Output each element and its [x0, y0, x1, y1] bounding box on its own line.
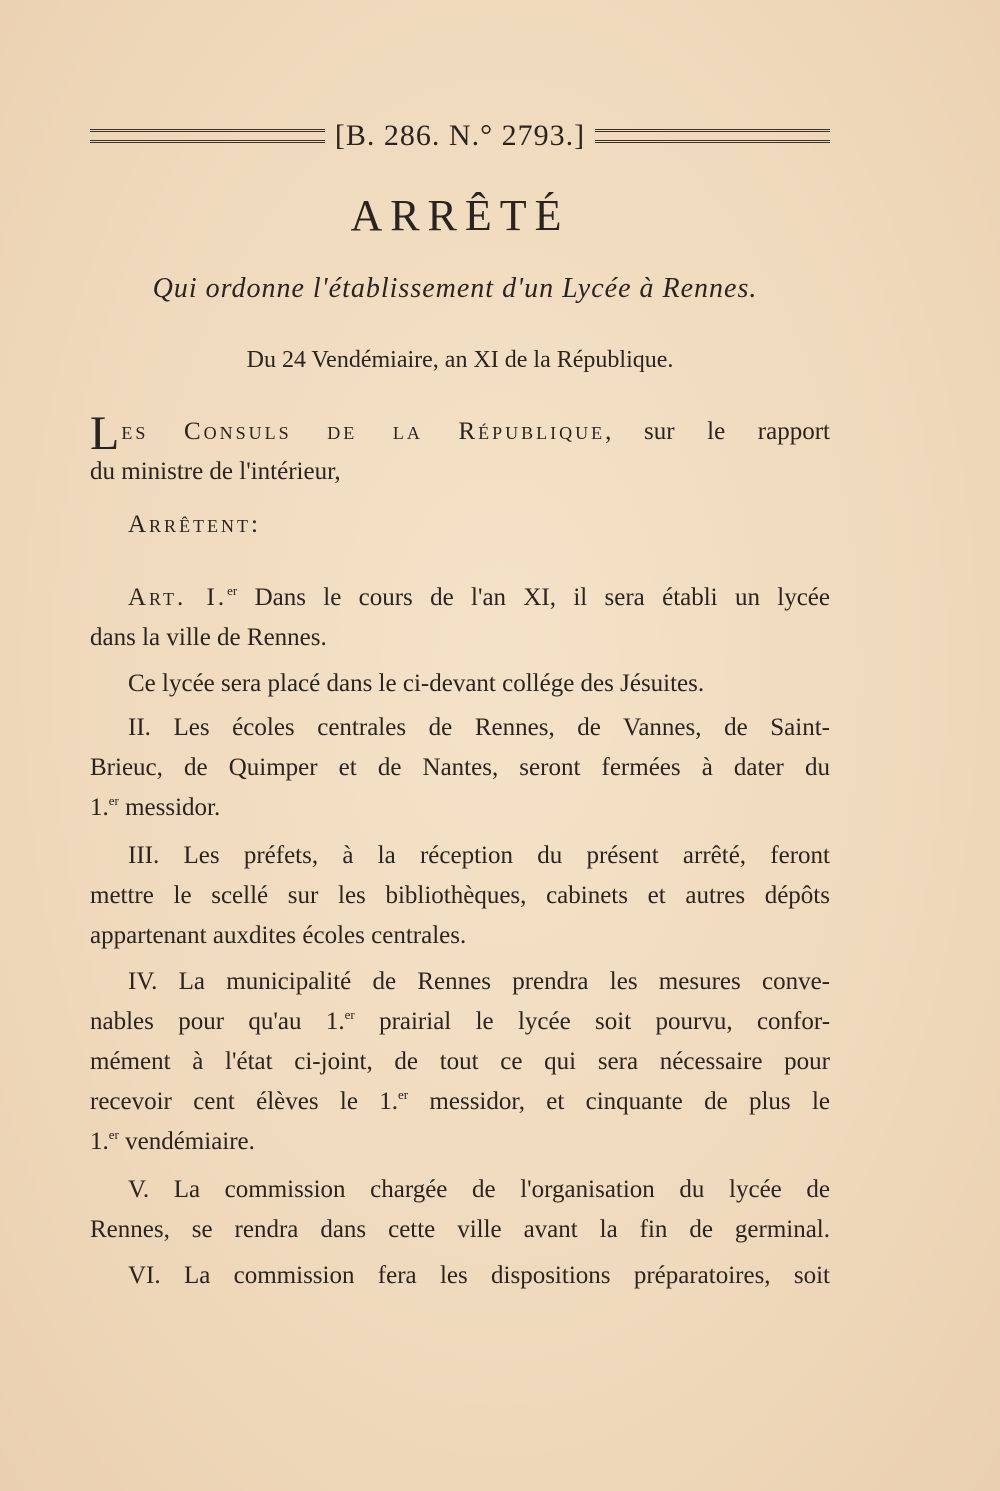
article-2 — [90, 708, 830, 828]
preamble-line1-rest: , sur le rapport — [605, 418, 830, 445]
article-4-line4 — [90, 1082, 830, 1122]
article-4-line5-a: 1. — [90, 1128, 109, 1155]
article-2-line1: II. Les écoles centrales de Rennes, de Vannes, de Saint- — [128, 714, 830, 741]
article-2-line3-sup: er — [108, 793, 119, 808]
article-2-line3 — [90, 788, 830, 828]
header-rule-right — [595, 129, 830, 143]
article-4-line4-a: recevoir cent élèves le 1. — [90, 1088, 398, 1115]
article-4-line2-sup: er — [344, 1007, 355, 1022]
article-1-paragraph: Ce lycée sera placé dans le ci-devant collége des Jésuites. — [128, 670, 705, 697]
bulletin-header — [90, 118, 830, 154]
article-4-line1: IV. La municipalité de Rennes prendra les mesures conve- — [128, 968, 830, 995]
article-4-line3: mément à l'état ci-joint, de tout ce qui sera nécessaire pour — [90, 1048, 830, 1075]
header-rule-left — [90, 129, 325, 143]
date-line: Du 24 Vendémiaire, an XI de la République. — [246, 347, 674, 373]
article-4-line2 — [90, 1002, 830, 1042]
article-4-line5 — [90, 1122, 830, 1162]
article-4 — [90, 962, 830, 1162]
article-2-line3-num: 1. — [90, 794, 109, 821]
article-4-line5-b: vendémiaire. — [125, 1128, 255, 1155]
article-4-line4-b: messidor, et cinquante de plus le — [429, 1088, 831, 1115]
article-1 — [90, 578, 830, 658]
article-5-line1: V. La commission chargée de l'organisation du lycée de — [128, 1176, 830, 1203]
article-2-line3-rest: messidor. — [125, 794, 221, 821]
article-6 — [90, 1256, 830, 1296]
document-subtitle: Qui ordonne l'établissement d'un Lycée à Rennes. — [152, 273, 758, 304]
article-5 — [90, 1170, 830, 1250]
article-3-line2: mettre le scellé sur les bibliothèques, cabinets et autres dépôts — [90, 882, 830, 909]
article-4-line2-a: nables pour qu'au 1. — [90, 1008, 345, 1035]
article-1-line2: dans la ville de Rennes. — [90, 624, 327, 651]
bulletin-reference: [B. 286. N.° 2793.] — [334, 119, 586, 152]
arretent-heading: Arrêtent: — [128, 511, 261, 538]
article-3-line1: III. Les préfets, à la réception du présent arrêté, feront — [128, 842, 830, 869]
article-5-line2: Rennes, se rendra dans cette ville avant la fin de germinal. — [90, 1216, 830, 1243]
article-6-line1: VI. La commission fera les dispositions préparatoires, soit — [128, 1262, 830, 1289]
document-title: ARRÊTÉ — [350, 191, 570, 240]
preamble-line2: du ministre de l'intérieur, — [90, 458, 341, 485]
article-3 — [90, 836, 830, 956]
article-1-sup: er — [227, 583, 238, 598]
article-3-line3: appartenant auxdites écoles centrales. — [90, 922, 467, 949]
preamble-paragraph — [90, 407, 830, 492]
article-4-line2-b: prairial le lycée soit pourvu, confor- — [379, 1008, 831, 1035]
dropcap-letter: L — [90, 407, 120, 460]
consuls-heading: es Consuls de la République — [121, 418, 606, 445]
article-4-line4-sup: er — [398, 1087, 409, 1102]
article-2-line2: Brieuc, de Quimper et de Nantes, seront fermées à dater du — [90, 754, 830, 781]
article-1-line1: Dans le cours de l'an XI, il sera établi un lycée — [254, 584, 830, 611]
article-4-line5-sup: er — [108, 1127, 119, 1142]
article-1-label: Art. I. — [128, 584, 228, 611]
